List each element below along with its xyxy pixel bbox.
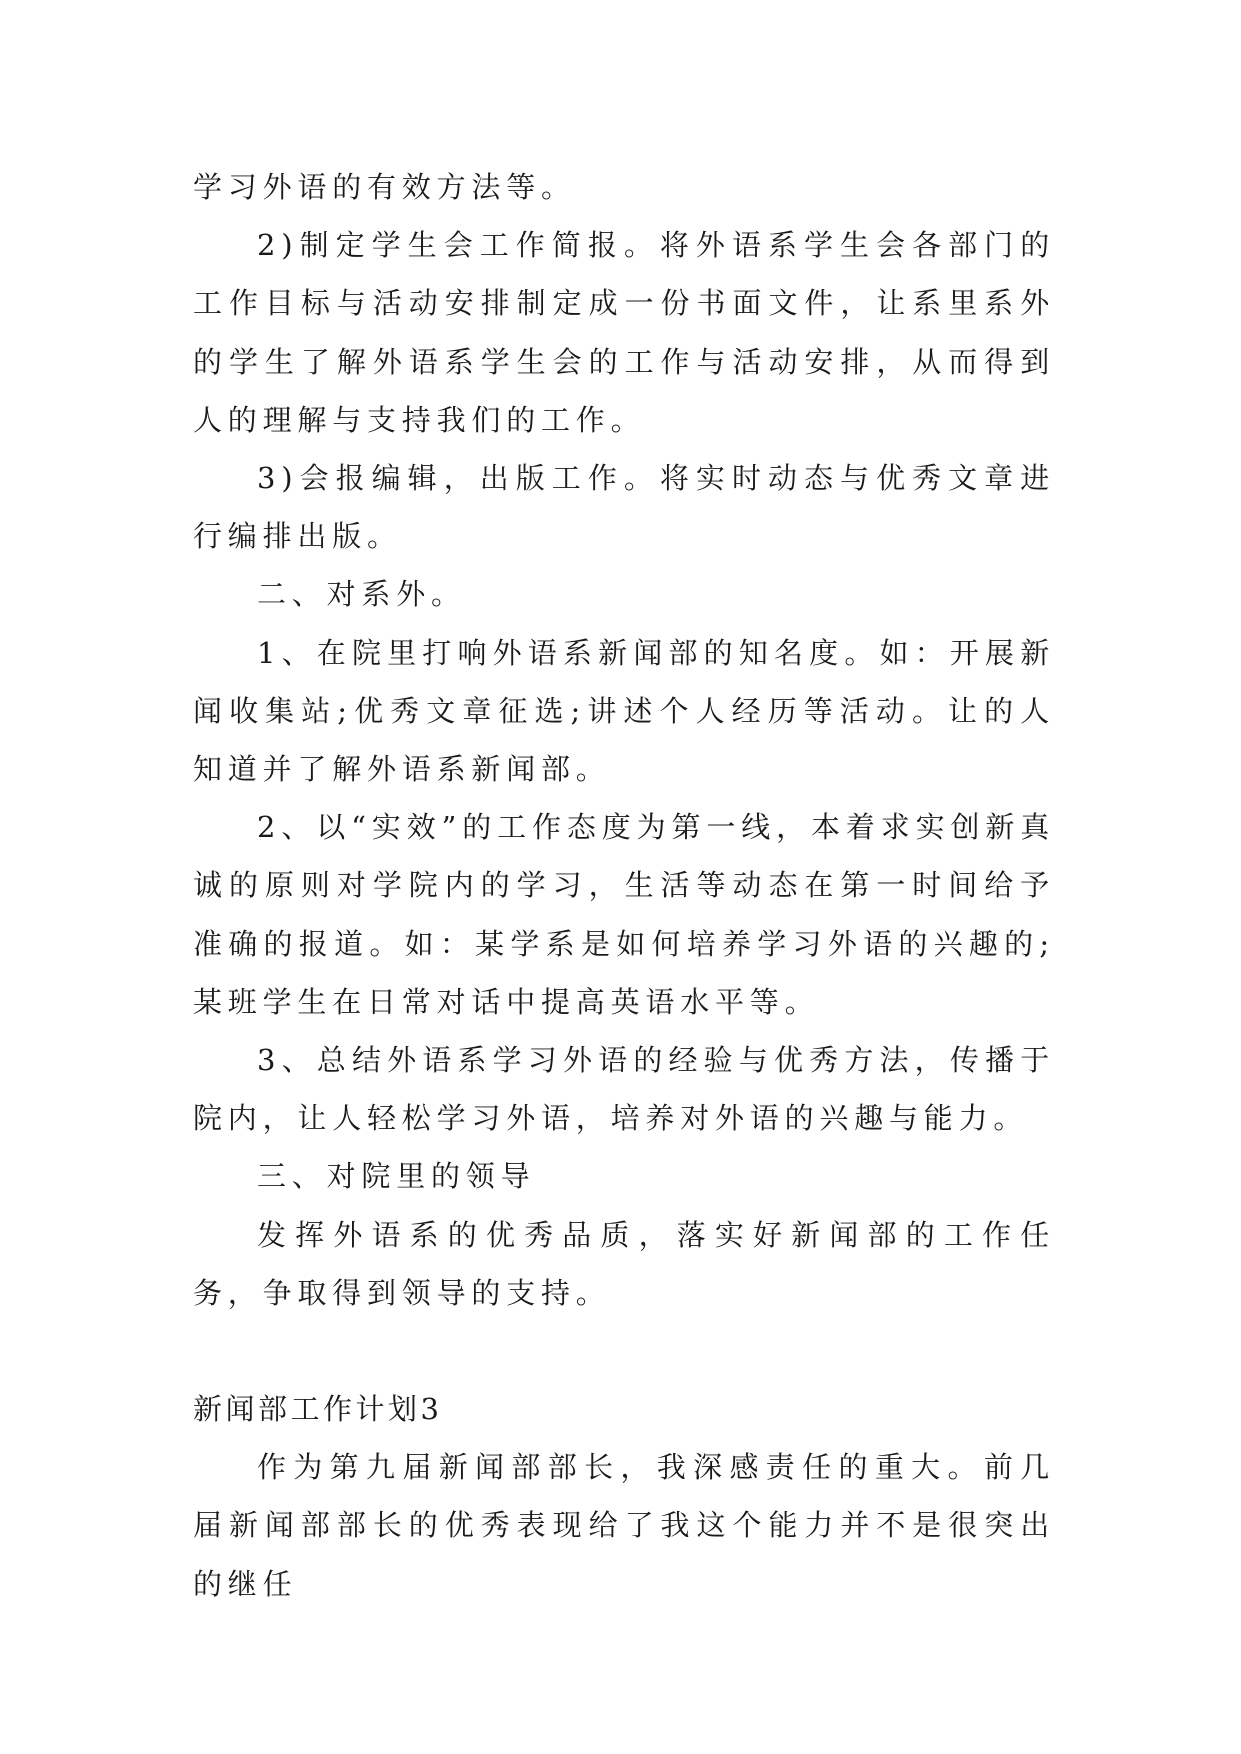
paragraph-external-1: 1、在院里打响外语系新闻部的知名度。如：开展新闻收集站;优秀文章征选;讲述个人经历等活动。让的人知道并了解外语系新闻部。 — [193, 635, 1055, 787]
paragraph-plan-3-intro: 作为第九届新闻部部长，我深感责任的重大。前几届新闻部部长的优秀表现给了我这个能力并不是很突出的继任 — [193, 1450, 1055, 1601]
paragraph-leadership: 发挥外语系的优秀品质，落实好新闻部的工作任务，争取得到领导的支持。 — [193, 1217, 1055, 1310]
document-body — [193, 158, 1055, 1613]
heading-leadership: 三、对院里的领导 — [257, 1159, 536, 1194]
paragraph-continuation: 学习外语的有效方法等。 — [193, 170, 576, 204]
heading-external: 二、对系外。 — [257, 577, 466, 612]
section-title: 新闻部工作计划3 — [193, 1392, 443, 1427]
paragraph-item-2: 2)制定学生会工作简报。将外语系学生会各部门的工作目标与活动安排制定成一份书面文件，让系里系外的学生了解外语系学生会的工作与活动安排，从而得到人的理解与支持我们的工作。 — [193, 228, 1055, 437]
paragraph-external-2: 2、以“实效”的工作态度为第一线，本着求实创新真诚的原则对学院内的学习，生活等动态在第一时间给予准确的报道。如：某学系是如何培养学习外语的兴趣的;某班学生在日常对话中提高英语水平等。 — [193, 810, 1055, 1019]
paragraph-item-3: 3)会报编辑，出版工作。将实时动态与优秀文章进行编排出版。 — [193, 461, 1055, 554]
paragraph-external-3: 3、总结外语系学习外语的经验与优秀方法，传播于院内，让人轻松学习外语，培养对外语的兴趣与能力。 — [193, 1043, 1055, 1136]
section-spacer — [193, 1322, 1055, 1380]
